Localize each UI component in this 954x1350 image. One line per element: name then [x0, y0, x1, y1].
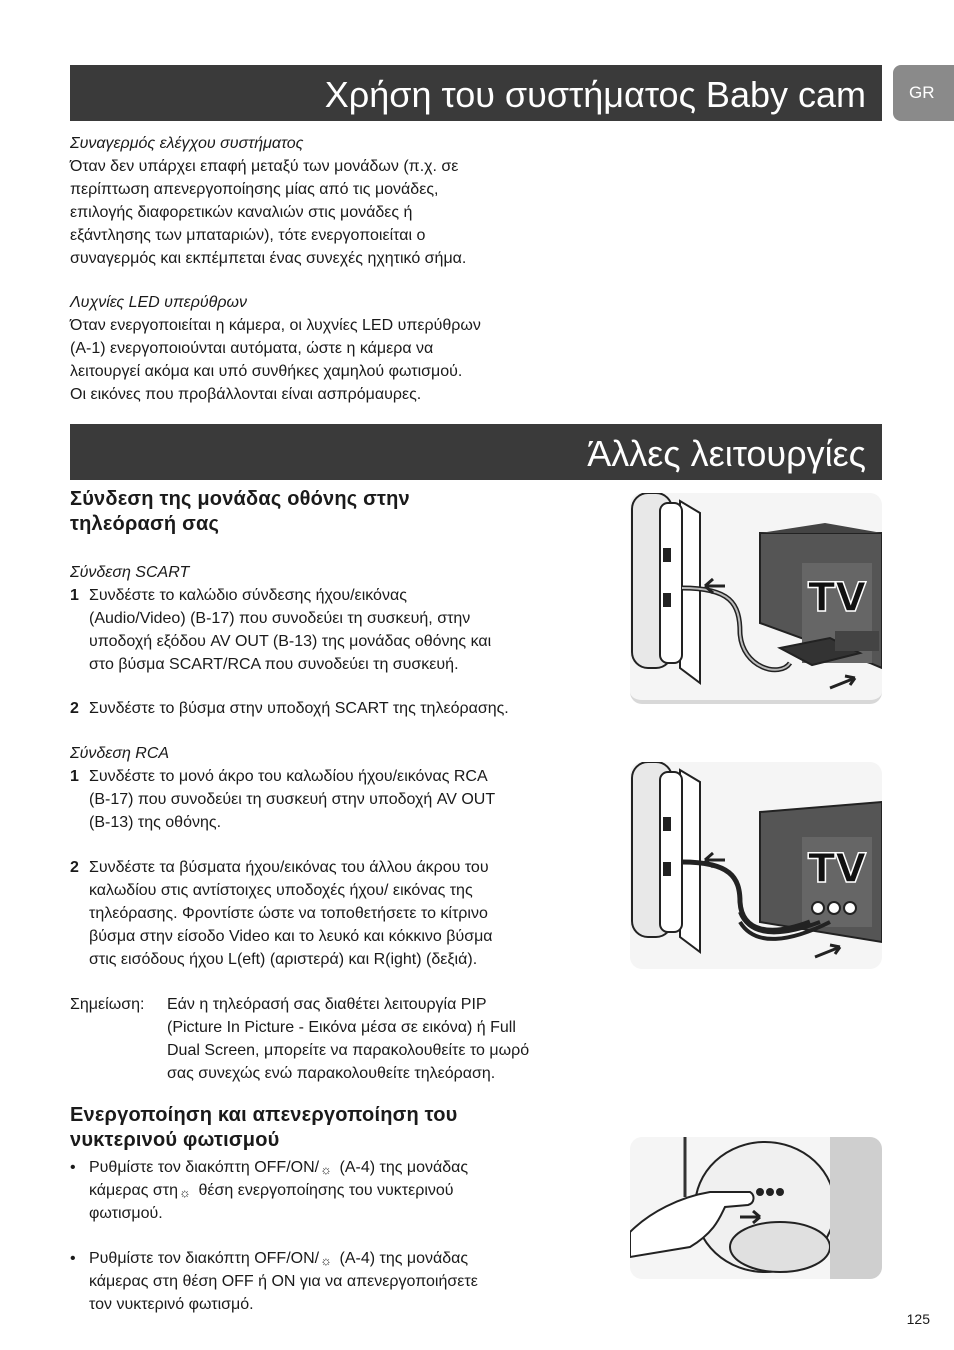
para-alarm-5: συναγερμός και εκπέμπεται ένας συνεχές ηχητικό σήμα.: [70, 250, 467, 267]
para-alarm-1: Όταν δεν υπάρχει επαφή μεταξύ των μονάδων (π.χ. σε: [70, 158, 459, 175]
para-ir-4: Οι εικόνες που προβάλλονται είναι ασπρόμαυρες.: [70, 386, 422, 403]
sun-icon: [321, 1161, 333, 1173]
rca-diagram: [630, 762, 882, 969]
heading-night-light-1: Ενεργοποίηση και απενεργοποίηση του: [70, 1104, 458, 1126]
scart-diagram: [630, 493, 882, 700]
side-panel: [830, 1137, 882, 1279]
night-bullet1-line1: [89, 1156, 609, 1179]
night-bullet1-line3: φωτισμού.: [89, 1205, 163, 1222]
text: Ρυθμίστε τον διακόπτη OFF/ON/: [89, 1250, 320, 1267]
step-number: 1: [70, 587, 79, 604]
step-number: 2: [70, 859, 79, 876]
text: κάμερας στη: [89, 1182, 179, 1199]
night-bullet1-line2: [89, 1179, 609, 1202]
rca-step1-1: Συνδέστε το μονό άκρο του καλωδίου ήχου/εικόνας RCA: [89, 768, 488, 785]
rca-step2-5: στις εισόδους ήχου L(eft) (αριστερά) και R(ight) (δεξιά).: [89, 951, 478, 968]
text: (A-4) της μονάδας: [335, 1250, 469, 1267]
subheading-ir-led: Λυχνίες LED υπερύθρων: [70, 294, 247, 311]
rca-step2-4: βύσμα στην είσοδο Video και το λευκό και κόκκινο βύσμα: [89, 928, 493, 945]
rca-step1-3: (B-13) της οθόνης.: [89, 814, 222, 831]
rca-illustration: [630, 762, 882, 969]
heading-tv-connect-1: Σύνδεση της μονάδας οθόνης στην: [70, 488, 410, 510]
sun-icon: [321, 1252, 333, 1264]
subheading-scart: Σύνδεση SCART: [70, 564, 190, 581]
rca-step2-3: τηλεόρασης. Φροντίστε ώστε να τοποθετήσετε το κίτρινο: [89, 905, 488, 922]
scart-step1-3: υποδοχή εξόδου AV OUT (B-13) της μονάδας οθόνης και: [89, 633, 492, 650]
para-alarm-4: εξάντλησης των μπαταριών), τότε ενεργοποιείται ο: [70, 227, 426, 244]
scart-illustration: [630, 493, 882, 704]
text: Ρυθμίστε τον διακόπτη OFF/ON/: [89, 1159, 320, 1176]
night-bullet2-line3: τον νυκτερινό φωτισμό.: [89, 1296, 254, 1313]
note-text-3: Dual Screen, μπορείτε να παρακολουθείτε το μωρό: [167, 1042, 530, 1059]
language-tab: GR: [893, 65, 954, 121]
step-number: 1: [70, 768, 79, 785]
note-text-2: (Picture In Picture - Εικόνα μέσα σε εικόνα) ή Full: [167, 1019, 516, 1036]
tv-label: TV: [808, 575, 867, 621]
para-ir-3: λειτουργεί ακόμα και υπό συνθήκες χαμηλού φωτισμού.: [70, 363, 463, 380]
scart-step2: Συνδέστε το βύσμα στην υποδοχή SCART της τηλεόρασης.: [89, 700, 509, 717]
sun-icon: [180, 1184, 192, 1196]
section-title: Άλλες λειτουργίες: [587, 433, 866, 474]
subheading-rca: Σύνδεση RCA: [70, 745, 170, 762]
step-number: 2: [70, 700, 79, 717]
night-bullet2-line2: κάμερας στη θέση OFF ή ON για να απενεργοποιήσετε: [89, 1273, 478, 1290]
rca-step2-1: Συνδέστε τα βύσματα ήχου/εικόνας του άλλου άκρου του: [89, 859, 489, 876]
scart-step1-1: Συνδέστε το καλώδιο σύνδεσης ήχου/εικόνας: [89, 587, 407, 604]
note-text-4: σας συνεχώς ενώ παρακολουθείτε τηλεόραση.: [167, 1065, 496, 1082]
heading-night-light-2: νυκτερινού φωτισμού: [70, 1129, 280, 1151]
rca-step2-2: καλωδίου στις αντίστοιχες υποδοχές ήχου/ εικόνας της: [89, 882, 473, 899]
section-header-usage: [70, 65, 882, 121]
page-number: 125: [906, 1311, 930, 1327]
note-label: Σημείωση:: [70, 996, 145, 1013]
scart-step1-4: στο βύσμα SCART/RCA που συνοδεύει τη συσκευή.: [89, 656, 459, 673]
bullet: •: [70, 1159, 76, 1176]
heading-tv-connect-2: τηλεόρασή σας: [70, 513, 220, 535]
para-ir-2: (A-1) ενεργοποιούνται αυτόματα, ώστε η κάμερα να: [70, 340, 434, 357]
subheading-alarm: Συναγερμός ελέγχου συστήματος: [70, 135, 304, 152]
bullet: •: [70, 1250, 76, 1267]
scart-step1-2: (Audio/Video) (B-17) που συνοδεύει τη συσκευή, στην: [89, 610, 471, 627]
tv-label: TV: [808, 846, 867, 892]
para-ir-1: Όταν ενεργοποιείται η κάμερα, οι λυχνίες LED υπερύθρων: [70, 317, 481, 334]
note-text-1: Εάν η τηλεόρασή σας διαθέτει λειτουργία PIP: [167, 996, 487, 1013]
section-title: Χρήση του συστήματος Baby cam: [324, 74, 866, 115]
para-alarm-2: περίπτωση απενεργοποίησης μίας από τις μονάδες,: [70, 181, 439, 198]
text: (A-4) της μονάδας: [335, 1159, 469, 1176]
para-alarm-3: επιλογής διαφορετικών καναλιών στις μονάδες ή: [70, 204, 413, 221]
section-header-other: [70, 424, 882, 480]
rca-step1-2: (B-17) που συνοδεύει τη συσκευή στην υποδοχή AV OUT: [89, 791, 496, 808]
text: θέση ενεργοποίησης του νυκτερινού: [194, 1182, 454, 1199]
night-bullet2-line1: [89, 1247, 609, 1270]
night-light-illustration: [630, 1137, 882, 1279]
